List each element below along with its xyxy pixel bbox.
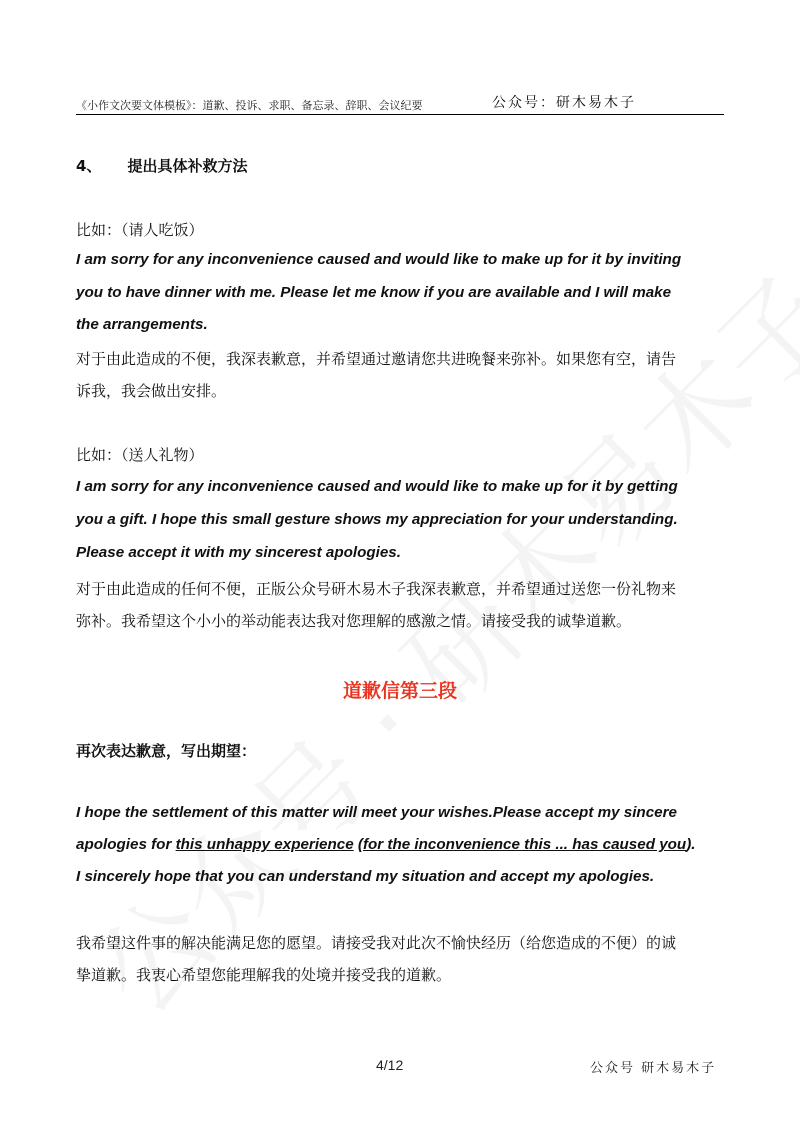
- footer-account-name: 公众号 研木易木子: [590, 1061, 717, 1076]
- header-doc-title: 《小作文次要文体模板》：道歉、投诉、求职、备忘录、辞职、会议纪要: [76, 99, 423, 112]
- subheading: 再次表达歉意，写出期望：: [76, 742, 257, 760]
- english-line: I hope the settlement of this matter will meet your wishes.Please accept my sincere: [76, 804, 677, 821]
- english-line: you a gift. I hope this small gesture shows my appreciation for your understanding.: [76, 511, 678, 528]
- section-number: 4、: [76, 157, 102, 175]
- page-number: 4/12: [376, 1057, 404, 1073]
- chinese-line: 挚道歉。我衷心希望您能理解我的处境并接受我的道歉。: [76, 966, 452, 984]
- english-line: you to have dinner with me. Please let me know if you are available and I will make: [76, 284, 672, 301]
- english-line: Please accept it with my sincerest apologies.: [76, 544, 401, 561]
- section-heading: [76, 155, 247, 176]
- english-line: I sincerely hope that you can understand my situation and accept my apologies.: [76, 868, 655, 885]
- header-account-name: 公众号：研木易木子: [492, 95, 636, 111]
- example-label: 比如：（请人吃饭）: [76, 221, 204, 239]
- example-label: 比如：（送人礼物）: [76, 446, 204, 464]
- english-line: I am sorry for any inconvenience caused and would like to make up for it by inviting: [76, 251, 682, 268]
- chinese-line: 诉我，我会做出安排。: [76, 382, 227, 400]
- section-title: 提出具体补救方法: [127, 157, 248, 175]
- chinese-line: 对于由此造成的任何不便，正版公众号研木易木子我深表歉意，并希望通过送您一份礼物来: [76, 580, 677, 598]
- chinese-line: 我希望这件事的解决能满足您的愿望。请接受我对此次不愉快经历（给您造成的不便）的诚: [76, 934, 677, 952]
- english-line: the arrangements.: [76, 316, 208, 333]
- english-line: apologies for this unhappy experience (for the inconvenience this ... has caused you).: [76, 836, 696, 853]
- page-header: [76, 94, 724, 115]
- chinese-line: 对于由此造成的不便，我深表歉意，并希望通过邀请您共进晚餐来弥补。如果您有空，请告: [76, 350, 677, 368]
- chinese-line: 弥补。我希望这个小小的举动能表达我对您理解的感激之情。请接受我的诚挚道歉。: [76, 612, 632, 630]
- section-title-red: 道歉信第三段: [342, 680, 457, 702]
- english-line: I am sorry for any inconvenience caused and would like to make up for it by getting: [76, 478, 678, 495]
